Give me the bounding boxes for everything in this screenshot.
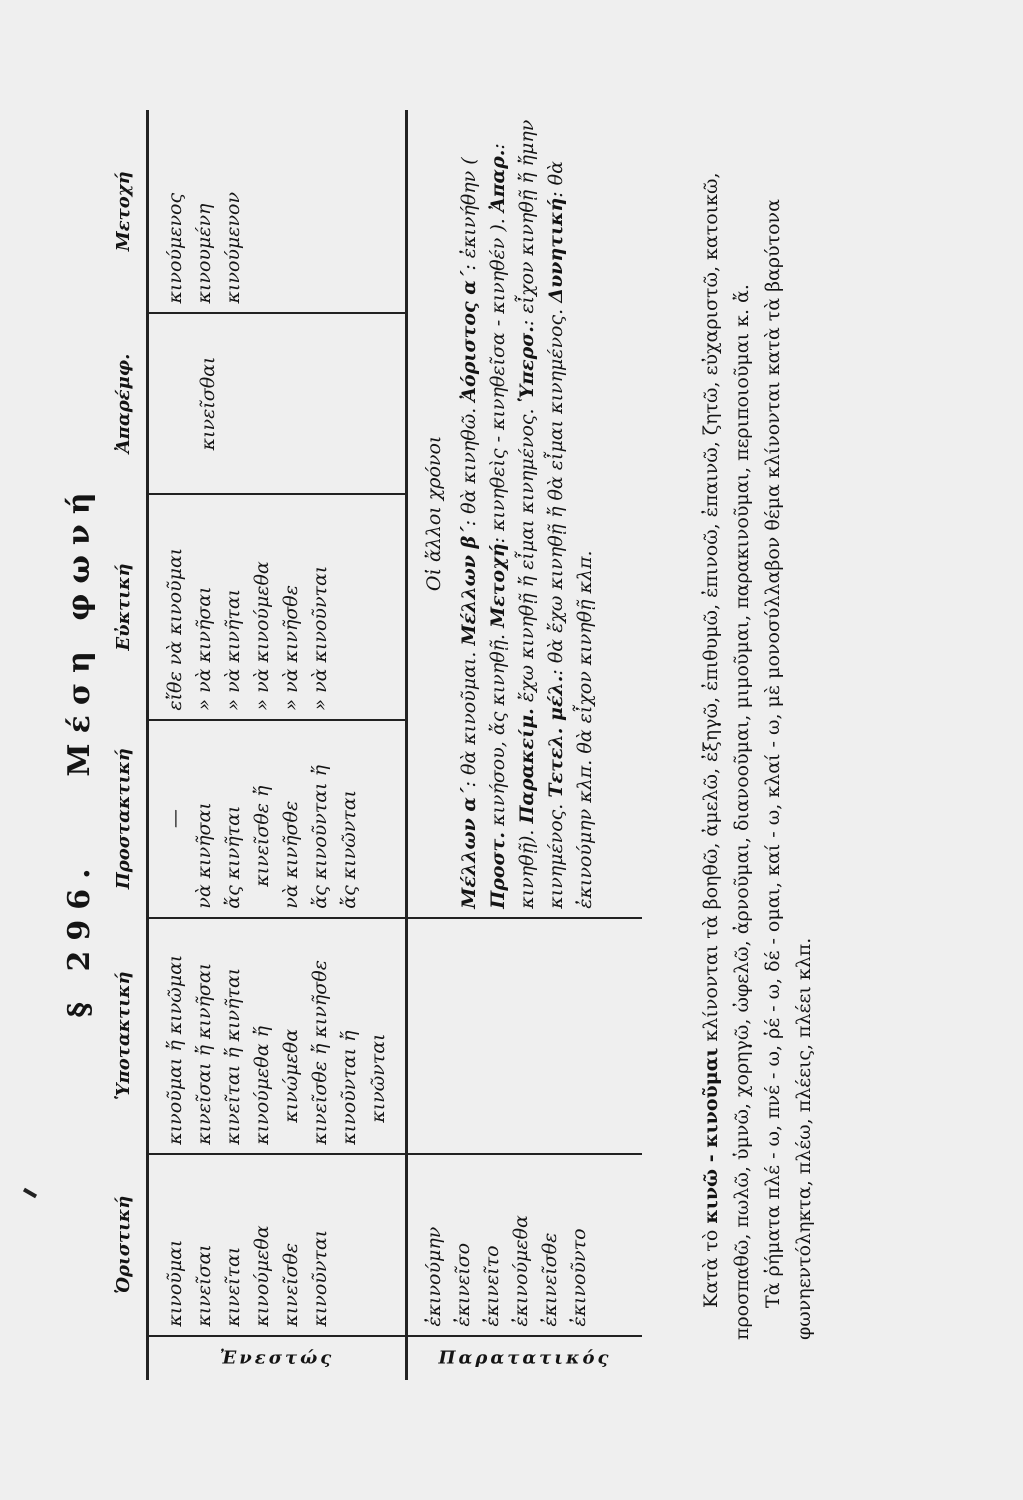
form: κινούμεθα: [251, 1225, 273, 1327]
col-infinitive: Ἀπαρέμφ.: [100, 313, 148, 495]
form: κινουμένη: [193, 203, 215, 304]
form: εἴθε νὰ κινοῦμαι: [164, 547, 186, 711]
present-indicative: [148, 1154, 407, 1336]
p1-lead: Κατὰ τὸ: [700, 1229, 722, 1308]
conjugation-table: [100, 110, 642, 1380]
form: ἔχω κινηθῇ ἤ εἶμαι κινημένος.: [516, 408, 538, 703]
present-tense-cell: [148, 1336, 407, 1380]
label: Τετελ. μέλ.: [545, 675, 567, 798]
form: : κινηθῇ).: [487, 143, 538, 909]
tense-header-cell: [100, 1336, 148, 1380]
form: ἐκινοῦντο: [568, 1228, 590, 1327]
form: ἐκινούμεθα: [510, 1215, 532, 1327]
col-subjunctive: Ὑποτακτική: [100, 918, 148, 1154]
col-optative: Εὐκτική: [100, 494, 148, 719]
form: κινήσου, ἄς κινηθῇ.: [487, 633, 509, 826]
form: » νὰ κινοῦνται: [309, 565, 331, 711]
explanatory-text: [696, 140, 820, 1340]
section-heading: [62, 0, 97, 1500]
imperfect-row: [407, 110, 643, 1380]
form: κινούμενον: [222, 191, 244, 304]
label: Προστ.: [487, 832, 509, 909]
present-participle: [148, 110, 407, 313]
form: κινεῖσθε: [280, 1242, 302, 1327]
label: Δυνητική: [545, 197, 567, 303]
form: κινώμεθα: [280, 1028, 302, 1123]
present-subjunctive: [148, 918, 407, 1154]
paragraph-1: [696, 140, 758, 1340]
other-tenses-cell: [407, 110, 643, 918]
form: » νὰ κινῆσθε: [280, 585, 302, 711]
col-participle: Μετοχή: [100, 110, 148, 313]
paragraph-2: Τὰ ῥήματα πλέ - ω, πνέ - ω, ῥέ - ω, δέ - ομαι, καί - ω, κλαί - ω, μὲ μονοσύλλαβον θέμα κλίνονται κατὰ τὰ βαρύτονα φωνηεντόληκτα, πλέω, πλέεις, πλέει κλπ.: [762, 199, 815, 1340]
form: κινοῦμαι ἤ κινῶμαι: [164, 954, 186, 1145]
label: Ἀόριστος α΄: [458, 270, 480, 402]
form: ἐκινεῖτο: [481, 1245, 503, 1327]
imperfect-tense-label: Παρατατικός: [438, 1347, 612, 1369]
p1-bold: κινῶ - κινοῦμαι: [700, 1047, 722, 1224]
present-imperative: [148, 720, 407, 918]
form: » νὰ κινῆσαι: [193, 586, 215, 711]
form: κινεῖσθαι: [197, 356, 219, 451]
section-title: Μέση φωνή: [62, 482, 97, 777]
form: ἄς κινῶνται: [338, 789, 360, 909]
present-infinitive: [148, 313, 407, 495]
label: Μέλλων α΄: [458, 787, 480, 909]
form: » νὰ κινῆται: [222, 588, 244, 711]
form: : κινηθεὶς - κινηθεῖσα - κινηθέν ).: [487, 218, 509, 544]
present-optative: [148, 494, 407, 719]
form: ἐκινούμην: [423, 1226, 445, 1327]
form: : θὰ ἔχω κινηθῇ ἤ θὰ εἶμαι κινημένος.: [545, 308, 567, 676]
table-header-row: [100, 110, 148, 1380]
label: Μετοχή: [487, 543, 509, 628]
form: κινεῖσθε ἤ κινῆσθε: [309, 960, 331, 1145]
p1-body: κλίνονται τὰ βοηθῶ, ἀμελῶ, ἐξηγῶ, ἐπιθυμῶ, ἐπινοῶ, ἐπαινῶ, ζητῶ, εὐχαριστῶ, κατοικῶ, προσπαθῶ, πωλῶ, ὑμνῶ, χορηγῶ, ὠφελῶ, ἀρνοῦμαι, διανοοῦμαι, μιμοῦμαι, παρακινοῦμαι, περιποιοῦμαι κ. ἄ.: [700, 172, 753, 1340]
form: —: [164, 809, 186, 829]
form: κινεῖσαι: [193, 1244, 215, 1327]
form: » νὰ κινούμεθα: [251, 561, 273, 711]
imperfect-indicative: [407, 1154, 643, 1336]
form: κινοῦμαι: [164, 1239, 186, 1327]
other-tenses-text: [455, 118, 600, 909]
other-tenses-title: Οἱ ἄλλοι χρόνοι: [423, 435, 445, 592]
form: κινούμενος: [164, 192, 186, 304]
col-imperative: Προστακτική: [100, 720, 148, 918]
present-row: [148, 110, 407, 1380]
form: κινεῖσαι ἤ κινῆσαι: [193, 962, 215, 1145]
section-number: § 296.: [62, 858, 97, 1018]
label: Παρακείμ.: [516, 708, 538, 824]
col-indicative: Ὁριστική: [100, 1154, 148, 1336]
label: Ἀπαρ.: [487, 149, 509, 213]
form: ἄς κινῆται: [222, 805, 244, 909]
label: Ὑπερσ.: [516, 326, 538, 403]
form: ἐκινεῖσο: [452, 1242, 474, 1327]
label: Μέλλων β΄: [458, 526, 480, 646]
form: ἄς κινοῦνται ἤ: [309, 764, 331, 909]
imperfect-empty-cell: [407, 918, 643, 1154]
form: κινεῖσθε ἤ: [251, 785, 273, 887]
form: : ἐκινήθην (: [458, 157, 480, 271]
form: : θὰ κινηθῶ.: [458, 407, 480, 527]
form: κινεῖται: [222, 1246, 244, 1327]
form: κινεῖται ἤ κινῆται: [222, 967, 244, 1145]
ink-mark: [23, 1188, 37, 1198]
present-tense-label: Ἐνεστώς: [219, 1347, 335, 1369]
form: : θὰ ἐκινούμην κλπ. θὰ εἶχον κινηθῇ κλπ.: [545, 161, 596, 909]
form: νὰ κινῆσαι: [193, 802, 215, 909]
form: : εἶχον κινηθῇ ἤ ἤμην κινημένος.: [516, 119, 567, 909]
form: νὰ κινῆσθε: [280, 800, 302, 909]
form: κινοῦνται: [309, 1229, 331, 1327]
form: : θὰ κινοῦμαι.: [458, 651, 480, 788]
form: κινῶνται: [367, 1033, 389, 1123]
imperfect-tense-cell: [407, 1336, 643, 1380]
form: κινούμεθα ἤ: [251, 1026, 273, 1145]
form: κινοῦνται ἤ: [338, 1030, 360, 1145]
form: ἐκινεῖσθε: [539, 1232, 561, 1327]
